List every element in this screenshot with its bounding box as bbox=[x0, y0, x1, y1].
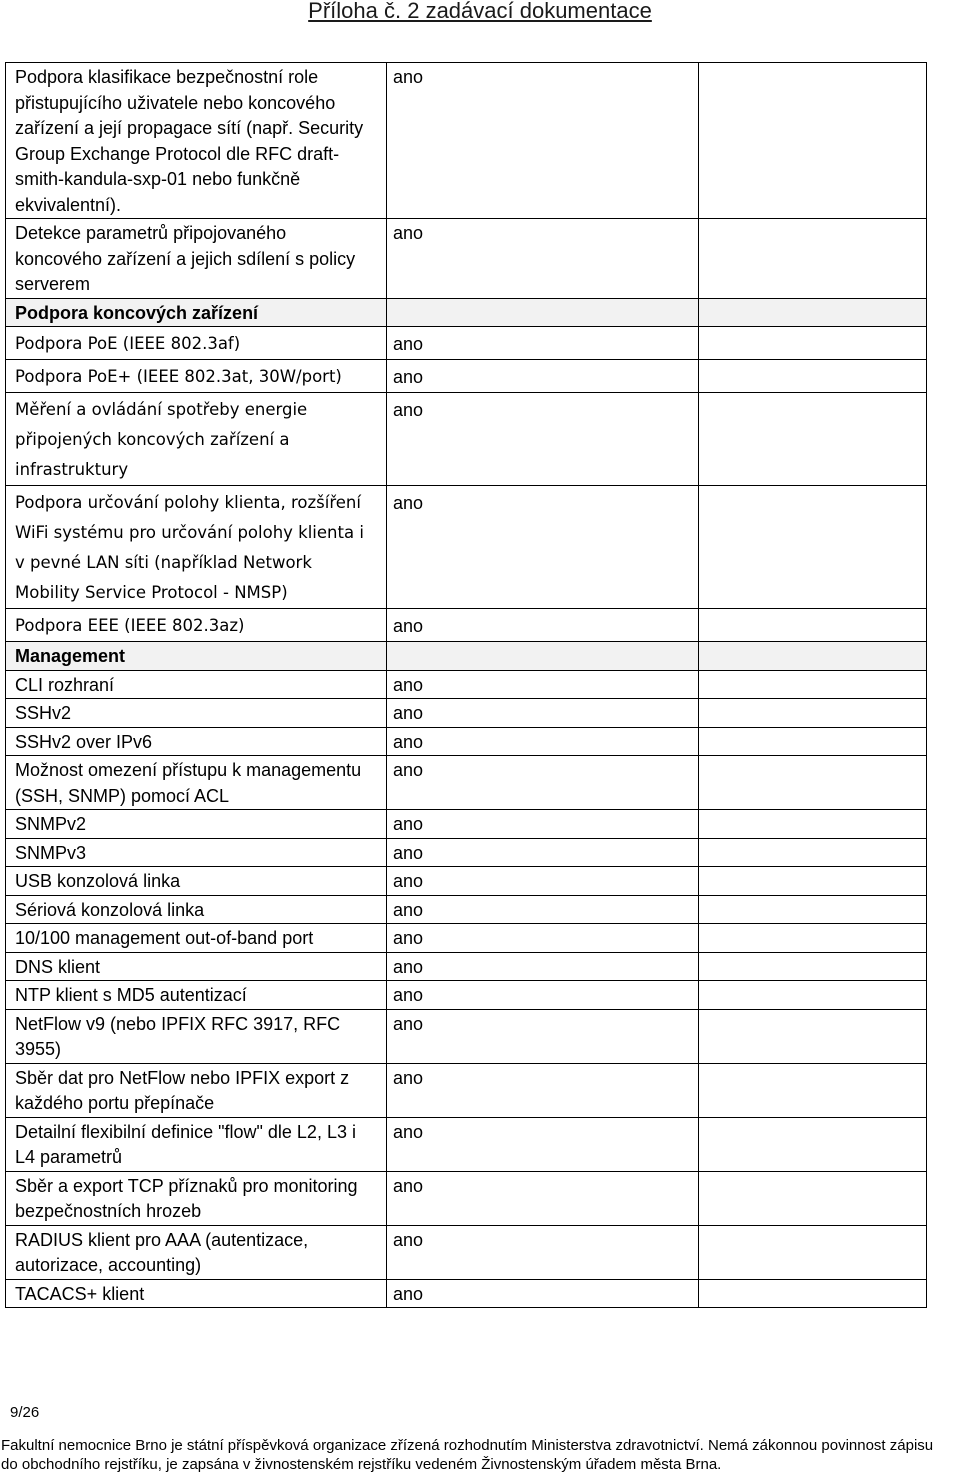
requirement-label: SSHv2 bbox=[6, 699, 387, 728]
section-title: Management bbox=[6, 642, 387, 671]
requirement-label: Podpora určování polohy klienta, rozšíření WiFi systému pro určování polohy klienta i v pevné LAN síti (například Network Mobility Service Protocol - NMSP) bbox=[6, 486, 387, 609]
requirement-label: Detekce parametrů připojovaného koncového zařízení a jejich sdílení s policy serverem bbox=[6, 219, 387, 299]
blank-cell bbox=[699, 642, 927, 671]
table-row bbox=[6, 63, 927, 219]
requirement-label: Detailní flexibilní definice "flow" dle L2, L3 i L4 parametrů bbox=[6, 1117, 387, 1171]
table-row bbox=[6, 952, 927, 981]
requirement-value: ano bbox=[387, 952, 699, 981]
blank-cell bbox=[699, 924, 927, 953]
blank-cell bbox=[699, 219, 927, 299]
footer bbox=[1, 1437, 959, 1474]
section-header-row bbox=[6, 298, 927, 327]
section-title: Podpora koncových zařízení bbox=[6, 298, 387, 327]
requirement-label: Sériová konzolová linka bbox=[6, 895, 387, 924]
requirement-value: ano bbox=[387, 219, 699, 299]
requirement-value bbox=[387, 642, 699, 671]
blank-cell bbox=[699, 670, 927, 699]
requirement-value: ano bbox=[387, 867, 699, 896]
requirement-value: ano bbox=[387, 810, 699, 839]
blank-cell bbox=[699, 486, 927, 609]
table-row bbox=[6, 1225, 927, 1279]
document-header-title: Příloha č. 2 zadávací dokumentace bbox=[308, 0, 652, 23]
requirement-label: Možnost omezení přístupu k managementu (SSH, SNMP) pomocí ACL bbox=[6, 756, 387, 810]
requirement-value: ano bbox=[387, 1279, 699, 1308]
table-row bbox=[6, 219, 927, 299]
requirement-label: SSHv2 over IPv6 bbox=[6, 727, 387, 756]
requirement-value: ano bbox=[387, 486, 699, 609]
table-row bbox=[6, 756, 927, 810]
blank-cell bbox=[699, 298, 927, 327]
blank-cell bbox=[699, 867, 927, 896]
requirement-value: ano bbox=[387, 981, 699, 1010]
requirement-label: Podpora EEE (IEEE 802.3az) bbox=[6, 609, 387, 642]
requirement-value: ano bbox=[387, 393, 699, 486]
footer-line-1: Fakultní nemocnice Brno je státní příspěvková organizace zřízená rozhodnutím Ministerstva zdravotnictví. Nemá zákonnou povinnost zápisu bbox=[1, 1437, 934, 1454]
requirement-label: SNMPv3 bbox=[6, 838, 387, 867]
requirement-value: ano bbox=[387, 63, 699, 219]
requirement-value: ano bbox=[387, 670, 699, 699]
blank-cell bbox=[699, 1117, 927, 1171]
table-row bbox=[6, 838, 927, 867]
blank-cell bbox=[699, 1171, 927, 1225]
blank-cell bbox=[699, 1279, 927, 1308]
table-row bbox=[6, 1171, 927, 1225]
section-header-row bbox=[6, 642, 927, 671]
requirement-value: ano bbox=[387, 756, 699, 810]
table-row bbox=[6, 727, 927, 756]
requirement-label: RADIUS klient pro AAA (autentizace, autorizace, accounting) bbox=[6, 1225, 387, 1279]
requirement-label: NetFlow v9 (nebo IPFIX RFC 3917, RFC 3955) bbox=[6, 1009, 387, 1063]
table-row bbox=[6, 1279, 927, 1308]
blank-cell bbox=[699, 952, 927, 981]
table-row bbox=[6, 1063, 927, 1117]
blank-cell bbox=[699, 360, 927, 393]
requirement-label: Měření a ovládání spotřeby energie připojených koncových zařízení a infrastruktury bbox=[6, 393, 387, 486]
blank-cell bbox=[699, 327, 927, 360]
requirement-value: ano bbox=[387, 609, 699, 642]
footer-line-2: do obchodního rejstříku, je zapsána v živnostenském rejstříku vedeném Živnostenským úřadem města Brna. bbox=[1, 1455, 722, 1473]
requirements-table bbox=[5, 62, 927, 1308]
blank-cell bbox=[699, 1063, 927, 1117]
requirement-label: Sběr dat pro NetFlow nebo IPFIX export z každého portu přepínače bbox=[6, 1063, 387, 1117]
table-row bbox=[6, 670, 927, 699]
blank-cell bbox=[699, 609, 927, 642]
table-row bbox=[6, 327, 927, 360]
requirement-label: CLI rozhraní bbox=[6, 670, 387, 699]
table-row bbox=[6, 609, 927, 642]
blank-cell bbox=[699, 393, 927, 486]
requirement-value: ano bbox=[387, 1225, 699, 1279]
table-row bbox=[6, 393, 927, 486]
requirement-value: ano bbox=[387, 360, 699, 393]
blank-cell bbox=[699, 699, 927, 728]
table-row bbox=[6, 486, 927, 609]
blank-cell bbox=[699, 895, 927, 924]
requirement-value: ano bbox=[387, 838, 699, 867]
requirement-value: ano bbox=[387, 1063, 699, 1117]
requirement-label: Podpora PoE (IEEE 802.3af) bbox=[6, 327, 387, 360]
requirement-value: ano bbox=[387, 895, 699, 924]
requirement-value: ano bbox=[387, 1117, 699, 1171]
table-row bbox=[6, 895, 927, 924]
requirement-label: Podpora klasifikace bezpečnostní role přistupujícího uživatele nebo koncového zařízení a její propagace sítí (např. Security Group Exchange Protocol dle RFC draft-smith-kandula-sxp-01 nebo funkčně ekvivalentní). bbox=[6, 63, 387, 219]
table-row bbox=[6, 1117, 927, 1171]
requirement-value: ano bbox=[387, 327, 699, 360]
requirement-value: ano bbox=[387, 1009, 699, 1063]
requirement-value: ano bbox=[387, 727, 699, 756]
requirement-label: Sběr a export TCP příznaků pro monitoring bezpečnostních hrozeb bbox=[6, 1171, 387, 1225]
requirement-value bbox=[387, 298, 699, 327]
requirement-value: ano bbox=[387, 924, 699, 953]
requirement-label: USB konzolová linka bbox=[6, 867, 387, 896]
blank-cell bbox=[699, 756, 927, 810]
table-row bbox=[6, 867, 927, 896]
blank-cell bbox=[699, 63, 927, 219]
table-row bbox=[6, 1009, 927, 1063]
requirements-table-body bbox=[6, 63, 927, 1308]
requirement-value: ano bbox=[387, 1171, 699, 1225]
requirement-value: ano bbox=[387, 699, 699, 728]
blank-cell bbox=[699, 981, 927, 1010]
table-row bbox=[6, 810, 927, 839]
table-row bbox=[6, 699, 927, 728]
requirement-label: Podpora PoE+ (IEEE 802.3at, 30W/port) bbox=[6, 360, 387, 393]
blank-cell bbox=[699, 810, 927, 839]
requirement-label: TACACS+ klient bbox=[6, 1279, 387, 1308]
requirement-label: 10/100 management out-of-band port bbox=[6, 924, 387, 953]
requirement-label: NTP klient s MD5 autentizací bbox=[6, 981, 387, 1010]
table-row bbox=[6, 981, 927, 1010]
blank-cell bbox=[699, 1225, 927, 1279]
page-number: 9/26 bbox=[10, 1404, 40, 1421]
requirement-label: DNS klient bbox=[6, 952, 387, 981]
requirement-label: SNMPv2 bbox=[6, 810, 387, 839]
table-row bbox=[6, 360, 927, 393]
blank-cell bbox=[699, 1009, 927, 1063]
table-row bbox=[6, 924, 927, 953]
blank-cell bbox=[699, 727, 927, 756]
blank-cell bbox=[699, 838, 927, 867]
